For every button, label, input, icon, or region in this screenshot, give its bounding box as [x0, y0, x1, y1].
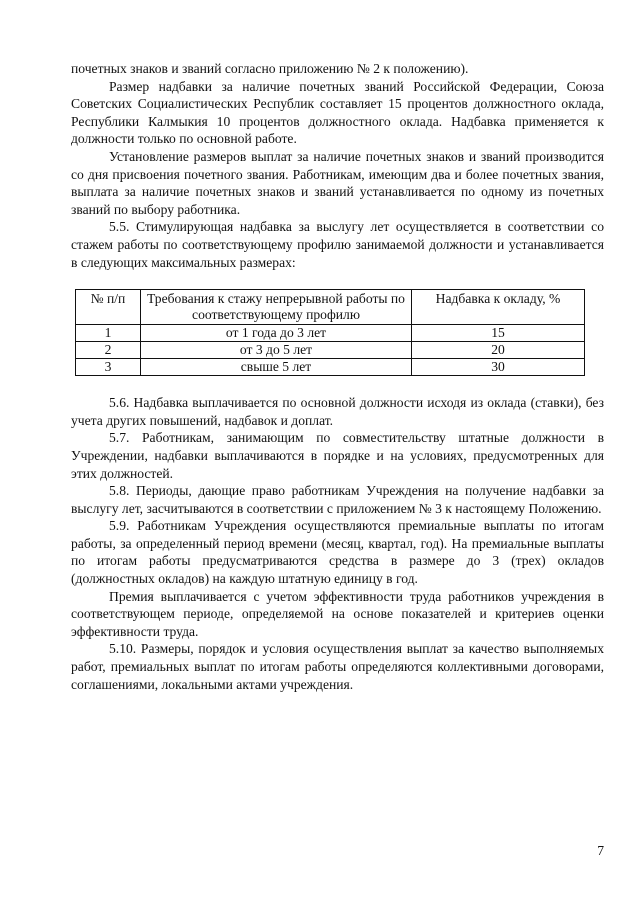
- paragraph: Установление размеров выплат за наличие почетных знаков и званий производится со дня присвоения почетного звания. Работникам, имеющим два и более почетных звания, выплата за наличие почетных знаков и званий устанавливается по одному из почетных званий по выбору работника.: [71, 148, 604, 217]
- header-requirements: Требования к стажу непрерывной работы по соответствующему профилю: [141, 290, 412, 325]
- paragraph: почетных знаков и званий согласно приложению № 2 к положению).: [71, 61, 469, 76]
- row-bonus: 30: [412, 359, 585, 376]
- paragraph: 5.8. Периоды, дающие право работникам Учреждения на получение надбавки за выслугу лет, засчитываются в соответствии с приложением № 3 к настоящему Положению.: [71, 483, 604, 516]
- row-bonus: 20: [412, 342, 585, 359]
- paragraph: 5.5. Стимулирующая надбавка за выслугу лет осуществляется в соответствии со стажем работы по соответствующему профилю занимаемой должности и устанавливается в следующих максимальных размерах:: [71, 219, 604, 270]
- paragraph: 5.7. Работникам, занимающим по совместительству штатные должности в Учреждении, надбавки выплачиваются в порядке и на условиях, предусмотренных для этих должностей.: [71, 430, 604, 481]
- text-block-after-table: [71, 394, 604, 693]
- text-block-before-table: [71, 60, 604, 271]
- seniority-bonus-table: [75, 289, 585, 376]
- table-header-row: [76, 290, 585, 325]
- paragraph: Премия выплачивается с учетом эффективности труда работников учреждения в соответствующем периоде, определяемой на основе показателей и критериев оценки эффективности труда.: [71, 588, 604, 639]
- paragraph: 5.9. Работникам Учреждения осуществляются премиальные выплаты по итогам работы, за определенный период времени (месяц, квартал, год). На премиальные выплаты по итогам работы предусматриваются средства в размере до 3 (трех) окладов (должностных окладов) на каждую штатную единицу в год.: [71, 518, 604, 587]
- table-row: [76, 359, 585, 376]
- header-number: № п/п: [76, 290, 141, 325]
- header-bonus: Надбавка к окладу, %: [412, 290, 585, 325]
- row-number: 2: [76, 342, 141, 359]
- table-row: [76, 325, 585, 342]
- table-row: [76, 342, 585, 359]
- page-number: 7: [597, 843, 604, 858]
- paragraph: Размер надбавки за наличие почетных званий Российской Федерации, Союза Советских Социалистических Республик составляет 15 процентов должностного оклада, Республики Калмыкия 10 процентов должностного оклада. Надбавка применяется к должности только по основной работе.: [71, 78, 604, 147]
- paragraph: 5.10. Размеры, порядок и условия осуществления выплат за качество выполняемых работ, премиальных выплат по итогам работы определяются коллективными договорами, соглашениями, локальными актами учреждения.: [71, 641, 604, 692]
- paragraph: 5.6. Надбавка выплачивается по основной должности исходя из оклада (ставки), без учета других повышений, надбавок и доплат.: [71, 395, 604, 428]
- row-requirement: от 3 до 5 лет: [141, 342, 412, 359]
- row-number: 3: [76, 359, 141, 376]
- row-requirement: свыше 5 лет: [141, 359, 412, 376]
- row-bonus: 15: [412, 325, 585, 342]
- row-number: 1: [76, 325, 141, 342]
- row-requirement: от 1 года до 3 лет: [141, 325, 412, 342]
